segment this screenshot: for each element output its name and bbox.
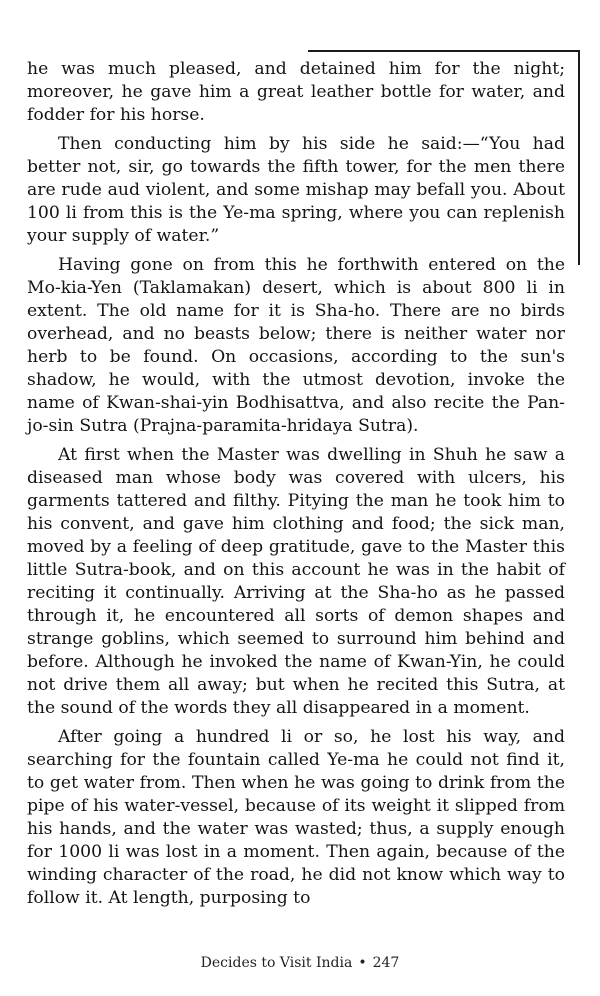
paragraph-desert: Having gone on from this he forthwith entered on the Mo-kia-Yen (Taklamakan) desert, which is about 800 li in extent. The old name for it is Sha-ho. There are no birds overhead, and no beasts below; there is neither water nor herb to be found. On occasions, according to the sun's shadow, he would, with the utmost devotion, invoke the name of Kwan-shai-yin Bodhisattva, and also recite the Pan-jo-sin Sutra (Prajna-paramita-hridaya Sutra). xyxy=(27,255,565,436)
footer-separator: • xyxy=(358,955,367,971)
paragraph-lost-way: After going a hundred li or so, he lost his way, and searching for the fountain called Ye-ma he could not find it, to get water from. Then when he was going to drink from the pipe of his water-vessel, because of its weight it slipped from his hands, and the water was wasted; thus, a supply enough for 1000 li was lost in a moment. Then again, because of the winding character of the road, he did not know which way to follow it. At length, purposing to xyxy=(27,727,565,908)
paragraph-master-in-shuh: At first when the Master was dwelling in Shuh he saw a diseased man whose body was covered with ulcers, his garments tattered and filthy. Pitying the man he took him to his convent, and gave him clothing and food; the sick man, moved by a feeling of deep gratitude, gave to the Master this little Sutra-book, and on this account he was in the habit of reciting it continually. Arriving at the Sha-ho as he passed through it, he encountered all sorts of demon shapes and strange goblins, which seemed to surround him behind and before. Although he invoked the name of Kwan-Yin, he could not drive them all away; but when he recited this Sutra, at the sound of the words they all disappeared in a moment. xyxy=(27,445,565,718)
body-text xyxy=(27,58,565,916)
paragraph-continued: he was much pleased, and detained him for the night; moreover, he gave him a great leather bottle for water, and fodder for his horse. xyxy=(27,59,565,125)
page-footer xyxy=(0,955,600,971)
paragraph-conducting: Then conducting him by his side he said:—“You had better not, sir, go towards the fifth tower, for the men there are rude aud violent, and some mishap may befall you. About 100 li from this is the Ye-ma spring, where you can replenish your supply of water.” xyxy=(27,134,565,246)
page-number: 247 xyxy=(372,955,400,971)
running-title: Decides to Visit India xyxy=(200,955,353,971)
